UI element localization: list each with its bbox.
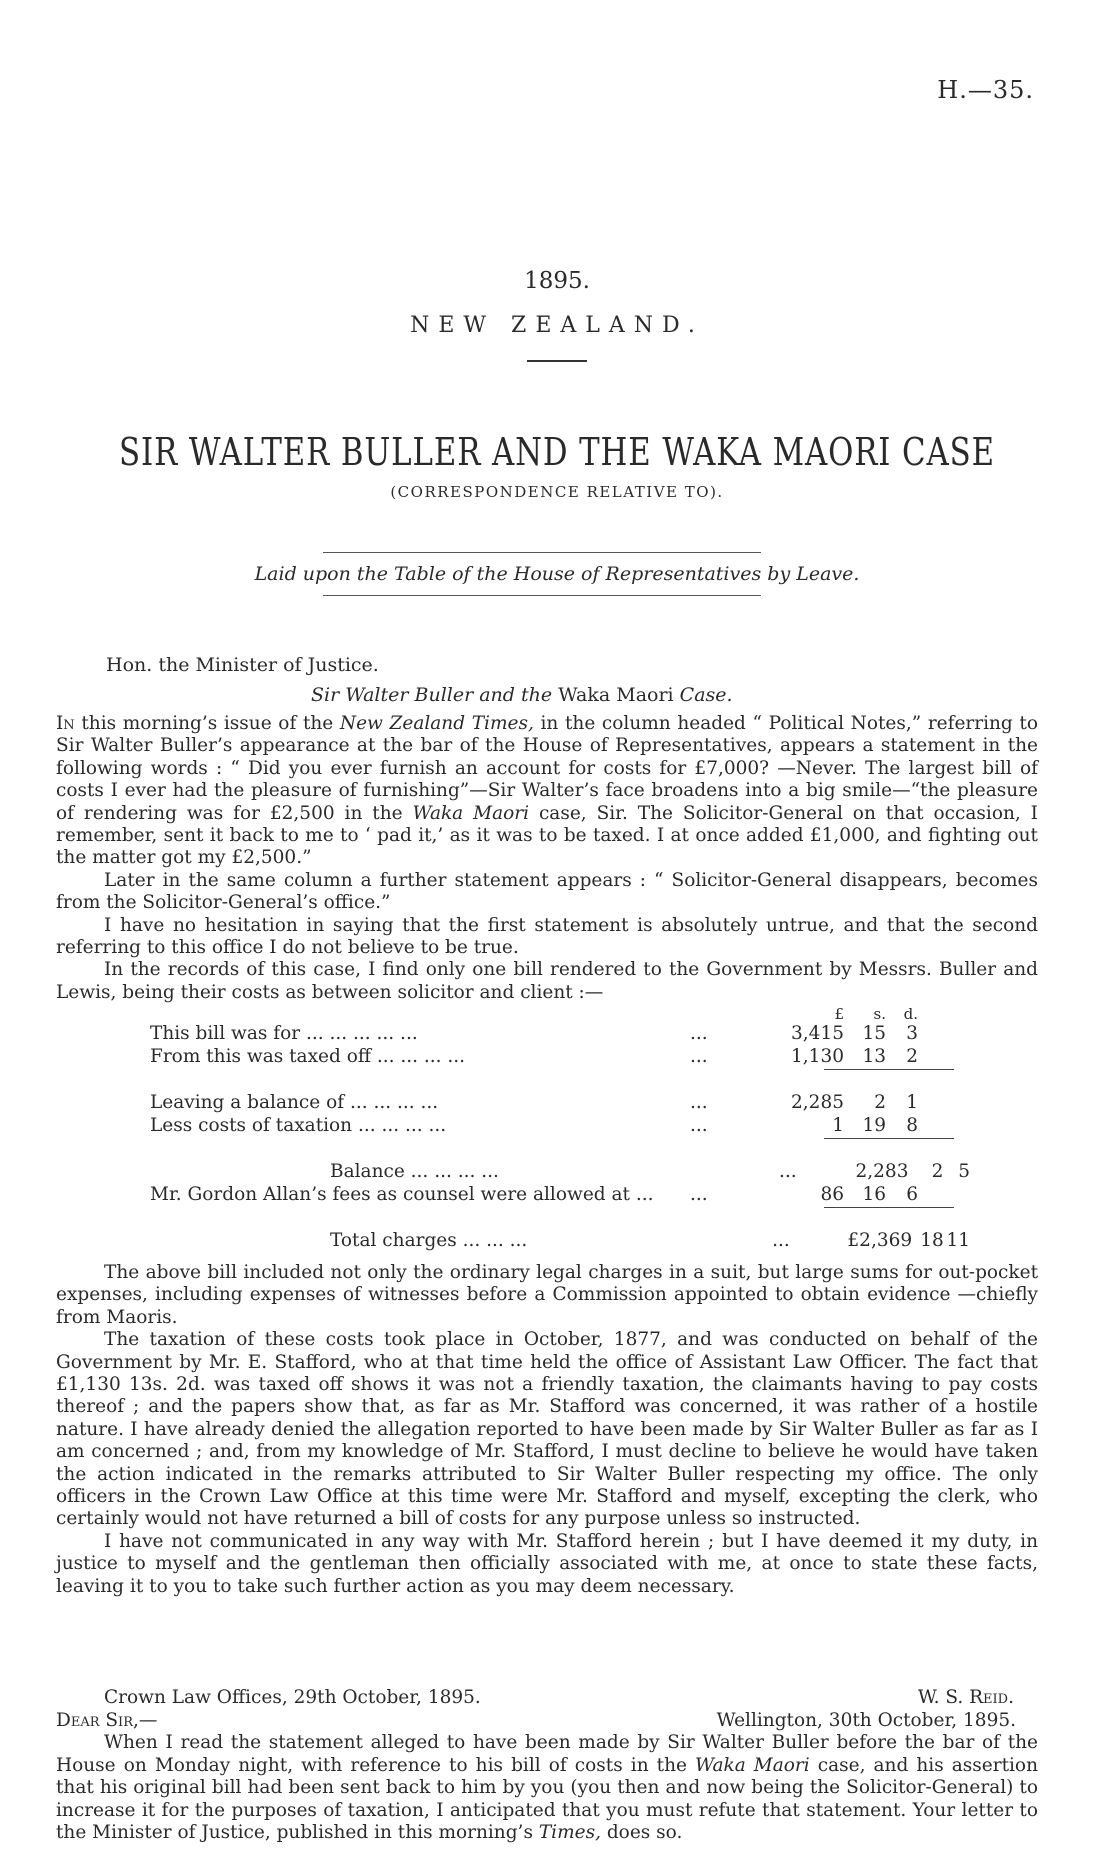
laid-rule-bottom bbox=[323, 595, 761, 596]
letter1-paragraph-3: I have no hesitation in saying that the first statement is absolutely untrue, and that the second referring to this office I do not believe to be true. bbox=[56, 914, 1038, 959]
text-run: case, Sir. The Solicitor-General on that occasion, I remember, sent it back to me to ‘ pad it,’ as it was to be taxed. I at once added £1,000, and fighting out the matter got my £2,500.” bbox=[56, 802, 1038, 869]
row-pounds: 3,415 bbox=[791, 1023, 844, 1044]
letter2-heading bbox=[56, 1710, 1016, 1732]
row-leader: ... bbox=[772, 1230, 790, 1251]
row-label: This bill was for ... ... ... ... ... bbox=[150, 1023, 418, 1044]
text-run: does so. bbox=[600, 1822, 683, 1844]
row-shillings: 16 bbox=[862, 1184, 886, 1205]
row-pence: 2 bbox=[906, 1046, 918, 1067]
case-suffix: Case. bbox=[679, 684, 733, 706]
row-label: Balance ... ... ... ... bbox=[330, 1161, 499, 1182]
pence-header: d. bbox=[903, 1005, 918, 1023]
row-pence: 6 bbox=[906, 1184, 918, 1205]
row-label: Less costs of taxation ... ... ... ... bbox=[150, 1115, 447, 1136]
table-row bbox=[150, 1184, 970, 1207]
text-run: in the column headed “ Political Notes,” referring to Sir Walter Buller’s appearance at the bar of the House of Representatives, appears a statement in the following words : “ Did you ever furnish an account for costs for £7,000? —Never. The largest bill of costs I ever had the pleasure of furnishing”—Sir Walter’s face broadens into a big smile—“the pleasure of rendering was for £2,500 in the bbox=[56, 713, 1038, 824]
letter1-paragraph-2: Later in the same column a further statement appears : “ Solicitor-General disappears, becomes from the Solicitor-General’s office.” bbox=[56, 869, 1038, 914]
row-pence: 8 bbox=[906, 1115, 918, 1136]
country-heading: NEW ZEALAND. bbox=[410, 313, 704, 338]
letter1-closing bbox=[56, 1687, 1016, 1708]
text-run: this morning’s issue of the bbox=[74, 713, 340, 734]
case-prefix: Sir Walter Buller and the bbox=[311, 684, 553, 706]
row-pence: 1 bbox=[906, 1092, 918, 1113]
row-pounds: 1,130 bbox=[791, 1046, 844, 1067]
letter-addressee: Hon. the Minister of Justice. bbox=[106, 654, 379, 676]
table-row bbox=[150, 1161, 970, 1184]
letter2 bbox=[56, 1710, 1038, 1844]
newspaper-name: New Zealand Times, bbox=[339, 713, 534, 734]
letter2-salutation: Dear Sir,— bbox=[56, 1710, 158, 1731]
table-row bbox=[150, 1092, 970, 1115]
letter1-paragraph-5: The above bill included not only the ordinary legal charges in a suit, but large sums for out-pocket expenses, including expenses of witnesses before a Commission appointed to obtain evidence —chiefly from Maoris. bbox=[56, 1262, 1038, 1328]
row-label: Leaving a balance of ... ... ... ... bbox=[150, 1092, 439, 1113]
letter1-signature: W. S. Reid. bbox=[917, 1687, 1014, 1708]
title-divider bbox=[527, 360, 587, 362]
letter1-paragraph-7: I have not communicated in any way with Mr. Stafford herein ; but I have deemed it my duty, in justice to myself and the gentleman then officially associated with me, at once to state these facts, leaving it to you to take such further action as you may deem necessary. bbox=[56, 1530, 1038, 1597]
letter1-paragraph-4: In the records of this case, I find only one bill rendered to the Government by Messrs. Buller and Lewis, being their costs as between solicitor and client :— bbox=[56, 959, 1038, 1003]
table-row-total bbox=[150, 1230, 970, 1253]
row-shillings: 2 bbox=[874, 1092, 886, 1113]
pounds-header: £ bbox=[834, 1005, 844, 1023]
row-pounds: 2,283 bbox=[855, 1161, 909, 1182]
letter1-body bbox=[56, 713, 1038, 1004]
row-pence: 11 bbox=[946, 1230, 970, 1251]
costs-table bbox=[150, 1003, 970, 1253]
letter1-place-date: Crown Law Offices, 29th October, 1895. bbox=[104, 1687, 481, 1708]
row-pounds: 86 bbox=[820, 1184, 844, 1205]
row-leader: ... bbox=[690, 1046, 708, 1067]
row-leader: ... bbox=[690, 1092, 708, 1113]
row-leader: ... bbox=[690, 1115, 708, 1136]
row-leader: ... bbox=[779, 1161, 797, 1182]
page-reference: H.—35. bbox=[937, 76, 1034, 104]
shillings-header: s. bbox=[873, 1005, 886, 1023]
letter1-body-continued bbox=[56, 1262, 1038, 1598]
row-pounds: £2,369 bbox=[847, 1230, 913, 1251]
document-year: 1895. bbox=[524, 268, 590, 294]
row-pence: 5 bbox=[958, 1161, 970, 1182]
costs-table-header bbox=[150, 1003, 970, 1023]
document-title: SIR WALTER BULLER AND THE WAKA MAORI CASE bbox=[119, 430, 995, 474]
case-name-italic: Waka Maori bbox=[695, 1754, 810, 1776]
case-reference-line bbox=[311, 684, 733, 706]
letter2-place-date: Wellington, 30th October, 1895. bbox=[716, 1710, 1016, 1731]
row-leader: ... bbox=[690, 1184, 708, 1205]
letter1-paragraph-6: The taxation of these costs took place in October, 1877, and was conducted on behalf of the Government by Mr. E. Stafford, who at that time held the office of Assistant Law Officer. The fact that £1,130 13s. 2d. was taxed off shows it was not a friendly taxation, the claimants having to pay costs thereof ; and the papers show that, as far as Mr. Stafford was concerned, it was rather of a hostile nature. I have already denied the allegation reported to have been made by Sir Walter Buller as far as I am concerned ; and, from my knowledge of Mr. Stafford, I must decline to believe he would have taken the action indicated in the remarks attributed to Sir Walter Buller respecting my office. The only officers in the Crown Law Office at this time were Mr. Stafford and myself, excepting the clerk, who certainly would not have returned a bill of costs for any purpose unless so instructed. bbox=[56, 1329, 1038, 1530]
table-row bbox=[150, 1046, 970, 1069]
case-name-italic: Waka Maori bbox=[412, 802, 530, 824]
row-label: Total charges ... ... ... bbox=[330, 1230, 528, 1251]
table-row bbox=[150, 1023, 970, 1046]
row-label: Mr. Gordon Allan’s fees as counsel were allowed at ... bbox=[150, 1184, 654, 1205]
laid-rule-top bbox=[323, 552, 761, 553]
row-pence: 3 bbox=[906, 1023, 918, 1044]
row-shillings: 19 bbox=[862, 1115, 886, 1136]
case-name: Waka Maori bbox=[552, 684, 680, 706]
row-shillings: 18 bbox=[920, 1230, 944, 1251]
row-shillings: 15 bbox=[862, 1023, 886, 1044]
document-subtitle: (CORRESPONDENCE RELATIVE TO). bbox=[390, 483, 724, 501]
letter1-paragraph-1 bbox=[56, 713, 1038, 870]
row-label: From this was taxed off ... ... ... ... bbox=[150, 1046, 466, 1067]
opening-word: In bbox=[56, 713, 75, 734]
table-row bbox=[150, 1115, 970, 1138]
laid-upon-table-line: Laid upon the Table of the House of Representatives by Leave. bbox=[254, 563, 860, 585]
newspaper-name: Times, bbox=[538, 1822, 601, 1844]
row-pounds: 1 bbox=[832, 1115, 844, 1136]
row-shillings: 2 bbox=[931, 1161, 944, 1182]
text-run: When I read the statement alleged to have been made by Sir Walter Buller before the bar of the House on Monday night, with reference to his bill of costs in the bbox=[56, 1732, 1038, 1776]
row-pounds: 2,285 bbox=[791, 1092, 844, 1113]
text-run: case, and his assertion that his original bill had been sent back to him by you (you then and now being the Solicitor-General) to increase it for the purposes of taxation, I anticipated that you must refute that statement. Your letter to the Minister of Justice, published in this morning’s bbox=[56, 1754, 1038, 1844]
row-leader: ... bbox=[690, 1023, 708, 1044]
row-shillings: 13 bbox=[862, 1046, 886, 1067]
letter2-paragraph-1 bbox=[56, 1732, 1038, 1844]
